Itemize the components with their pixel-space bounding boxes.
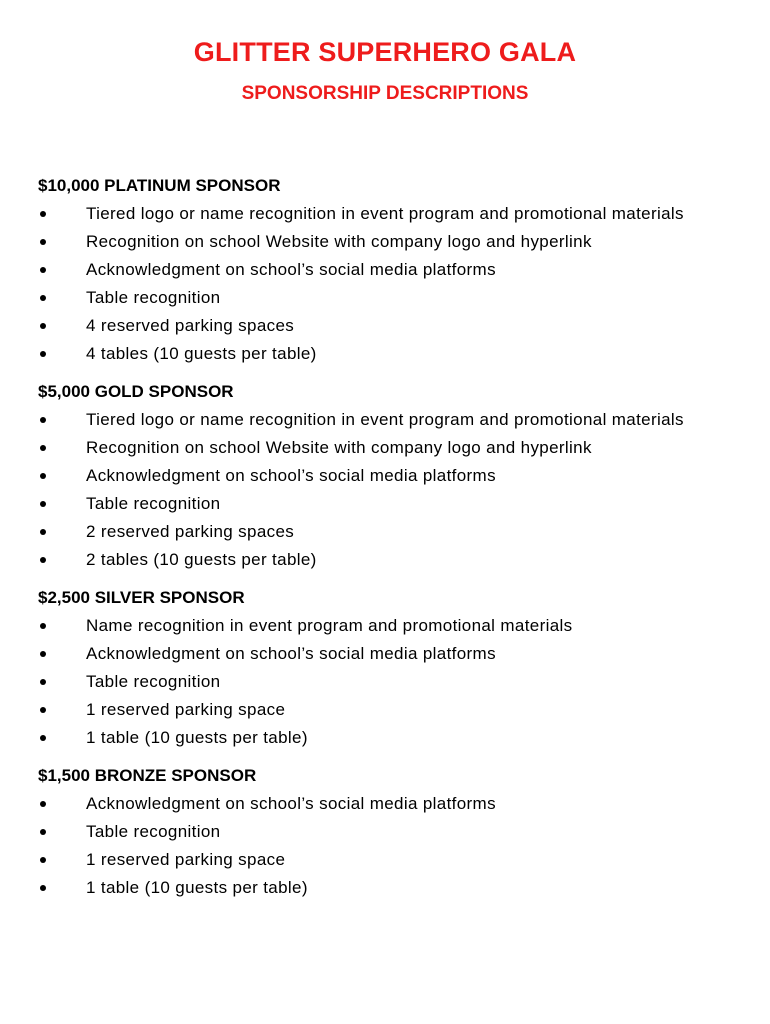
benefit-list [38,200,738,368]
benefit-item [38,256,726,284]
benefit-text: Recognition on school Website with company logo and hyperlink [86,232,592,251]
bullet-icon [40,417,46,423]
bullet-icon [40,323,46,329]
benefit-item [38,696,726,724]
benefit-text: Table recognition [86,822,221,841]
benefit-text: Table recognition [86,288,221,307]
tier-gold [38,377,738,574]
benefit-item [38,818,726,846]
benefit-list [38,406,738,574]
bullet-icon [40,557,46,563]
benefit-item [38,284,726,312]
bullet-icon [40,857,46,863]
bullet-icon [40,801,46,807]
benefit-text: Acknowledgment on school’s social media platforms [86,644,496,663]
tier-platinum [38,171,738,368]
benefit-item [38,200,726,228]
benefit-text: Tiered logo or name recognition in event program and promotional materials [86,204,684,223]
benefit-text: 4 tables (10 guests per table) [86,344,317,363]
bullet-icon [40,651,46,657]
benefit-item [38,406,726,434]
benefit-text: 1 table (10 guests per table) [86,878,308,897]
benefit-item [38,312,726,340]
tier-heading: $2,500 SILVER SPONSOR [38,588,245,607]
tier-bronze [38,761,738,902]
benefit-text: Tiered logo or name recognition in event program and promotional materials [86,410,684,429]
benefit-text: Acknowledgment on school’s social media platforms [86,260,496,279]
benefit-text: 1 reserved parking space [86,850,286,869]
benefit-item [38,546,726,574]
benefit-item [38,228,726,256]
tier-silver [38,583,738,752]
bullet-icon [40,679,46,685]
page-subtitle: SPONSORSHIP DESCRIPTIONS [241,83,529,104]
page-title: GLITTER SUPERHERO GALA [193,37,577,67]
benefit-text: Acknowledgment on school’s social media platforms [86,466,496,485]
bullet-icon [40,529,46,535]
benefit-text: Acknowledgment on school’s social media platforms [86,794,496,813]
bullet-icon [40,501,46,507]
benefit-text: 1 reserved parking space [86,700,286,719]
bullet-icon [40,473,46,479]
sponsorship-list [38,171,738,911]
benefit-text: 4 reserved parking spaces [86,316,295,335]
benefit-text: 2 reserved parking spaces [86,522,295,541]
bullet-icon [40,445,46,451]
benefit-item [38,724,726,752]
bullet-icon [40,707,46,713]
benefit-item [38,462,726,490]
tier-heading: $5,000 GOLD SPONSOR [38,382,234,401]
bullet-icon [40,351,46,357]
benefit-item [38,668,726,696]
benefit-item [38,790,726,818]
benefit-item [38,846,726,874]
bullet-icon [40,623,46,629]
benefit-text: 2 tables (10 guests per table) [86,550,317,569]
benefit-item [38,518,726,546]
benefit-item [38,612,726,640]
benefit-item [38,640,726,668]
benefit-text: Recognition on school Website with company logo and hyperlink [86,438,592,457]
tier-heading: $10,000 PLATINUM SPONSOR [38,176,281,195]
benefit-item [38,490,726,518]
benefit-item [38,434,726,462]
tier-heading: $1,500 BRONZE SPONSOR [38,766,257,785]
benefit-item [38,874,726,902]
benefit-text: Table recognition [86,494,221,513]
benefit-item [38,340,726,368]
benefit-text: 1 table (10 guests per table) [86,728,308,747]
bullet-icon [40,295,46,301]
benefit-list [38,790,738,902]
bullet-icon [40,829,46,835]
bullet-icon [40,211,46,217]
bullet-icon [40,885,46,891]
bullet-icon [40,735,46,741]
benefit-text: Table recognition [86,672,221,691]
benefit-list [38,612,738,752]
bullet-icon [40,267,46,273]
bullet-icon [40,239,46,245]
benefit-text: Name recognition in event program and promotional materials [86,616,573,635]
